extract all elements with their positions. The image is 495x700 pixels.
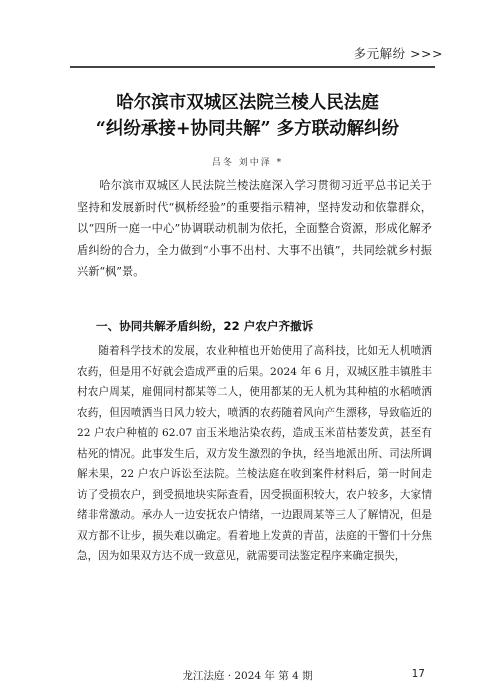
intro-text: 哈尔滨市双城区人民法院兰棱法庭深入学习贯彻习近平总书记关于坚持和发展新时代“枫桥经验”的重要指示精神，坚持发动和依靠群众，以“四所一庭一中心”协调联动机制为依托，全面整合资源，形成化解矛盾纠纷的合力，全力做到“小事不出村、大事不出镇”，共同绘就乡村振兴新“枫”景。 — [77, 179, 432, 279]
title-line-1: 哈尔滨市双城区法院兰棱人民法庭 — [116, 93, 379, 113]
section-heading: 一、协同共解矛盾纠纷，22 户农户齐撤诉 — [96, 319, 314, 333]
section-label: 多元解纷 >>> — [353, 46, 443, 61]
header-rule — [70, 66, 435, 68]
intro-paragraph — [77, 175, 432, 283]
article-title — [0, 90, 495, 142]
authors: 吕冬 刘中泽 * — [211, 158, 284, 168]
page-number: 17 — [411, 668, 425, 680]
body-paragraph: 随着科学技术的发展，农业种植也开始使用了高科技，比如无人机喷洒农药，但是用不好就会造成严重的后果。2024 年 6 月，双城区胜丰镇胜丰村农户周某，雇佣同村都某等二人，使用都某的无人机为其种植的水稻喷洒农药，但因喷洒当日风力较大，喷洒的农药随着风向产生漂移，导致临近的 22 户农户种植的 62.07 亩玉米地沾染农药，造成玉米苗枯萎发黄，甚至有枯死的情况。此事发生后，双方发生激烈的争执，经当地派出所、司法所调解未果，22 户农户诉讼至法院。兰棱法庭在收到案件材料后，第一时间走访了受损农户，到受损地块实际查看，因受损面积较大，农户较多，大家情绪非常激动。承办人一边安抚农户情绪，一边跟周某等三人了解情况，但是双方都不让步，损失难以确定。看着地上发黄的青苗，法庭的干警们十分焦急，因为如果双方达不成一致意见，就需要司法鉴定程序来确定损失， — [77, 345, 432, 562]
journal-footer: 龙江法庭 · 2024 年 第 4 期 — [182, 670, 313, 682]
title-line-2: “纠纷承接+协同共解” 多方联动解纠纷 — [95, 119, 400, 139]
section-body — [77, 341, 432, 567]
page-header — [0, 0, 495, 70]
